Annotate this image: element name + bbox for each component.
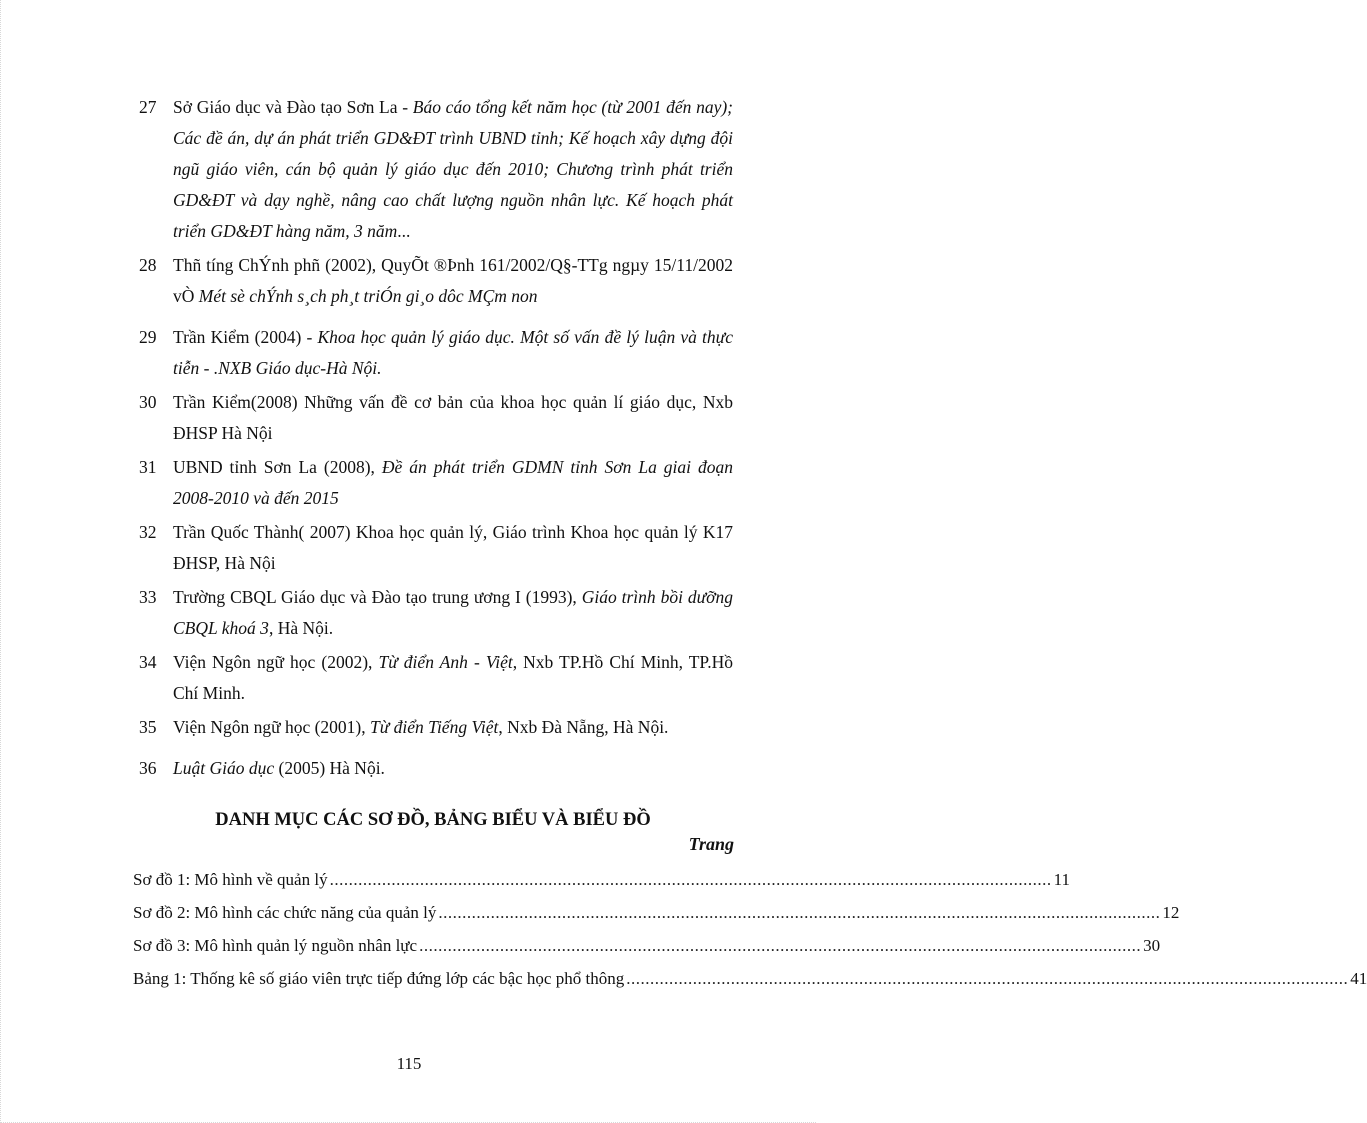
reference-text: Viện Ngôn ngữ học (2002), xyxy=(173,652,379,672)
reference-text: Trần Kiểm (2004) - xyxy=(173,327,318,347)
toc-entry xyxy=(133,931,1161,964)
reference-list xyxy=(139,92,733,784)
reference-number: 27 xyxy=(139,97,157,117)
reference-item xyxy=(139,753,733,784)
reference-item xyxy=(139,712,733,743)
reference-number: 31 xyxy=(139,457,157,477)
reference-text: Trường CBQL Giáo dục và Đào tạo trung ương I (1993), xyxy=(173,587,582,607)
reference-number: 35 xyxy=(139,717,157,737)
reference-item xyxy=(139,322,733,384)
reference-number: 36 xyxy=(139,758,157,778)
page-number: 115 xyxy=(396,1054,422,1073)
reference-text: Trần Kiểm(2008) Những vấn đề cơ bản của khoa học quản lí giáo dục, Nxb ĐHSP Hà Nội xyxy=(173,392,733,443)
reference-tail: ... xyxy=(397,221,411,241)
reference-item xyxy=(139,582,733,644)
toc-leader-dots: ........................................................................................................................................................ xyxy=(329,870,1052,889)
reference-item xyxy=(139,452,733,514)
toc-entry-page: 41 xyxy=(1350,969,1367,988)
toc-leader-dots: ........................................................................................................................................................ xyxy=(438,903,1161,922)
reference-title: Từ điển Tiếng Việt xyxy=(370,717,499,737)
reference-title: Khoa học quản lý giáo dục. Một số vấn đề lý luận và thực tiễn - .NXB Giáo dục-Hà Nội. xyxy=(173,327,733,378)
reference-tail: , Nxb TP.Hồ Chí Minh, TP.Hồ Chí Minh. xyxy=(173,652,733,703)
reference-tail: , Hà Nội. xyxy=(268,618,334,638)
reference-title: Mét sè chÝnh s¸ch ph¸t triÓn gi¸o dôc MÇm non xyxy=(198,286,538,306)
reference-number: 32 xyxy=(139,522,157,542)
toc-entry-page: 12 xyxy=(1162,903,1180,922)
toc-entry-page: 11 xyxy=(1053,870,1070,889)
toc-entry-label: Sơ đồ 2: Mô hình các chức năng của quản lý xyxy=(133,903,437,922)
figure-list xyxy=(133,865,1367,997)
reference-text: UBND tỉnh Sơn La (2008), xyxy=(173,457,382,477)
reference-number: 29 xyxy=(139,327,157,347)
toc-entry-label: Sơ đồ 3: Mô hình quản lý nguồn nhân lực xyxy=(133,936,418,955)
page-column-label: Trang xyxy=(688,834,734,854)
reference-item xyxy=(139,517,733,579)
reference-title: Đề án phát triển GDMN tỉnh Sơn La giai đoạn 2008-2010 và đến 2015 xyxy=(173,457,733,508)
reference-number: 34 xyxy=(139,652,157,672)
list-of-figures-heading: DANH MỤC CÁC SƠ ĐỒ, BẢNG BIỂU VÀ BIỂU ĐỒ xyxy=(215,810,651,830)
reference-number: 30 xyxy=(139,392,157,412)
reference-text: Thñ tíng ChÝnh phñ (2002), QuyÕt ®Þnh 161/2002/Q§-TTg ngµy 15/11/2002 vÒ xyxy=(173,255,733,306)
reference-text: Sở Giáo dục và Đào tạo Sơn La - xyxy=(173,97,413,117)
reference-tail: (2005) Hà Nội. xyxy=(274,758,385,778)
toc-entry-label: Sơ đồ 1: Mô hình về quản lý xyxy=(133,870,328,889)
toc-leader-dots: ........................................................................................................................................................ xyxy=(626,969,1349,988)
reference-text: Viện Ngôn ngữ học (2001), xyxy=(173,717,371,737)
reference-item xyxy=(139,250,733,312)
reference-item xyxy=(139,387,733,449)
reference-item xyxy=(139,92,733,247)
reference-title: Báo cáo tổng kết năm học (từ 2001 đến nay); Các đề án, dự án phát triển GD&ĐT trình UBND tỉnh; Kế hoạch xây dựng đội ngũ giáo viên, cán bộ quản lý giáo dục đến 2010; Chương trình phát triển GD&ĐT và dạy nghề, nâng cao chất lượng nguồn nhân lực. Kế hoạch phát triển GD&ĐT hàng năm, 3 năm xyxy=(173,97,733,241)
reference-title: Luật Giáo dục xyxy=(173,758,275,778)
reference-item xyxy=(139,647,733,709)
toc-leader-dots: ........................................................................................................................................................ xyxy=(419,936,1142,955)
toc-entry xyxy=(133,865,1070,898)
reference-title: Từ điển Anh - Việt xyxy=(378,652,513,672)
toc-entry-label: Bảng 1: Thống kê số giáo viên trực tiếp đứng lớp các bậc học phổ thông xyxy=(133,969,625,988)
reference-title: Giáo trình bồi dưỡng CBQL khoá 3 xyxy=(173,587,734,638)
reference-tail: , Nxb Đà Nẵng, Hà Nội. xyxy=(498,717,669,737)
toc-entry xyxy=(133,898,1180,931)
reference-number: 33 xyxy=(139,587,157,607)
reference-number: 28 xyxy=(139,255,157,275)
reference-text: Trần Quốc Thành( 2007) Khoa học quản lý, Giáo trình Khoa học quản lý K17 ĐHSP, Hà Nội xyxy=(173,522,733,573)
toc-entry-page: 30 xyxy=(1143,936,1161,955)
toc-entry xyxy=(133,964,1367,997)
